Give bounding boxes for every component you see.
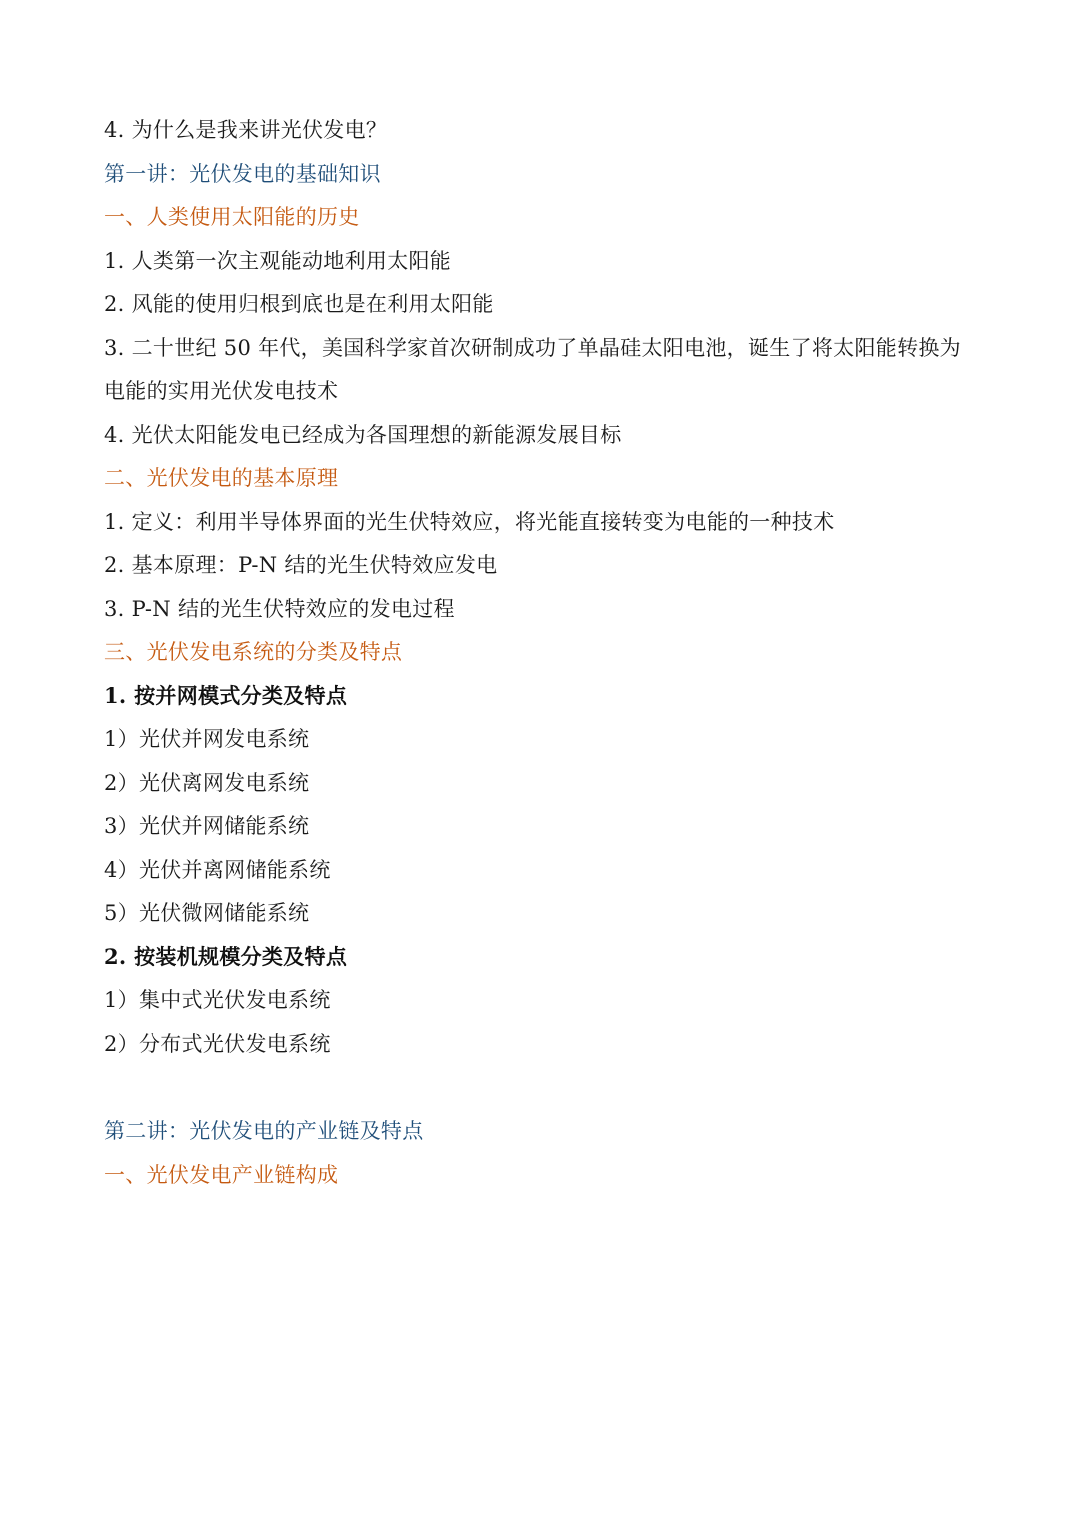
section-heading-industry-chain: 一、光伏发电产业链构成: [104, 1163, 339, 1187]
subheading-grid-mode: 1. 按并网模式分类及特点: [104, 683, 348, 708]
list-item: 1. 人类第一次主观能动地利用太阳能: [104, 249, 452, 273]
list-item: 4. 光伏太阳能发电已经成为各国理想的新能源发展目标: [104, 423, 622, 447]
list-item: 2）光伏离网发电系统: [104, 771, 310, 795]
list-item: 1. 定义：利用半导体界面的光生伏特效应，将光能直接转变为电能的一种技术: [104, 510, 835, 534]
list-item-continuation: 电能的实用光伏发电技术: [104, 379, 339, 403]
section-heading-history: 一、人类使用太阳能的历史: [104, 205, 360, 229]
list-item: 3. 二十世纪 50 年代，美国科学家首次研制成功了单晶硅太阳电池，诞生了将太阳能转换为: [104, 336, 961, 360]
list-item: 3. P-N 结的光生伏特效应的发电过程: [104, 597, 455, 621]
subheading-scale: 2. 按装机规模分类及特点: [104, 944, 348, 969]
list-item: 5）光伏微网储能系统: [104, 901, 310, 925]
list-item: 2. 基本原理：P-N 结的光生伏特效应发电: [104, 553, 498, 577]
list-item: 4）光伏并离网储能系统: [104, 858, 331, 882]
lecture-2-heading: 第二讲：光伏发电的产业链及特点: [104, 1119, 424, 1143]
list-item-why-me: 4. 为什么是我来讲光伏发电？: [104, 118, 388, 142]
list-item: 2）分布式光伏发电系统: [104, 1032, 331, 1056]
list-item: 1）集中式光伏发电系统: [104, 988, 331, 1012]
section-heading-classification: 三、光伏发电系统的分类及特点: [104, 640, 403, 664]
section-heading-principle: 二、光伏发电的基本原理: [104, 466, 339, 490]
lecture-1-heading: 第一讲：光伏发电的基础知识: [104, 162, 381, 186]
list-item: 3）光伏并网储能系统: [104, 814, 310, 838]
list-item: 2. 风能的使用归根到底也是在利用太阳能: [104, 292, 494, 316]
list-item: 1）光伏并网发电系统: [104, 727, 310, 751]
